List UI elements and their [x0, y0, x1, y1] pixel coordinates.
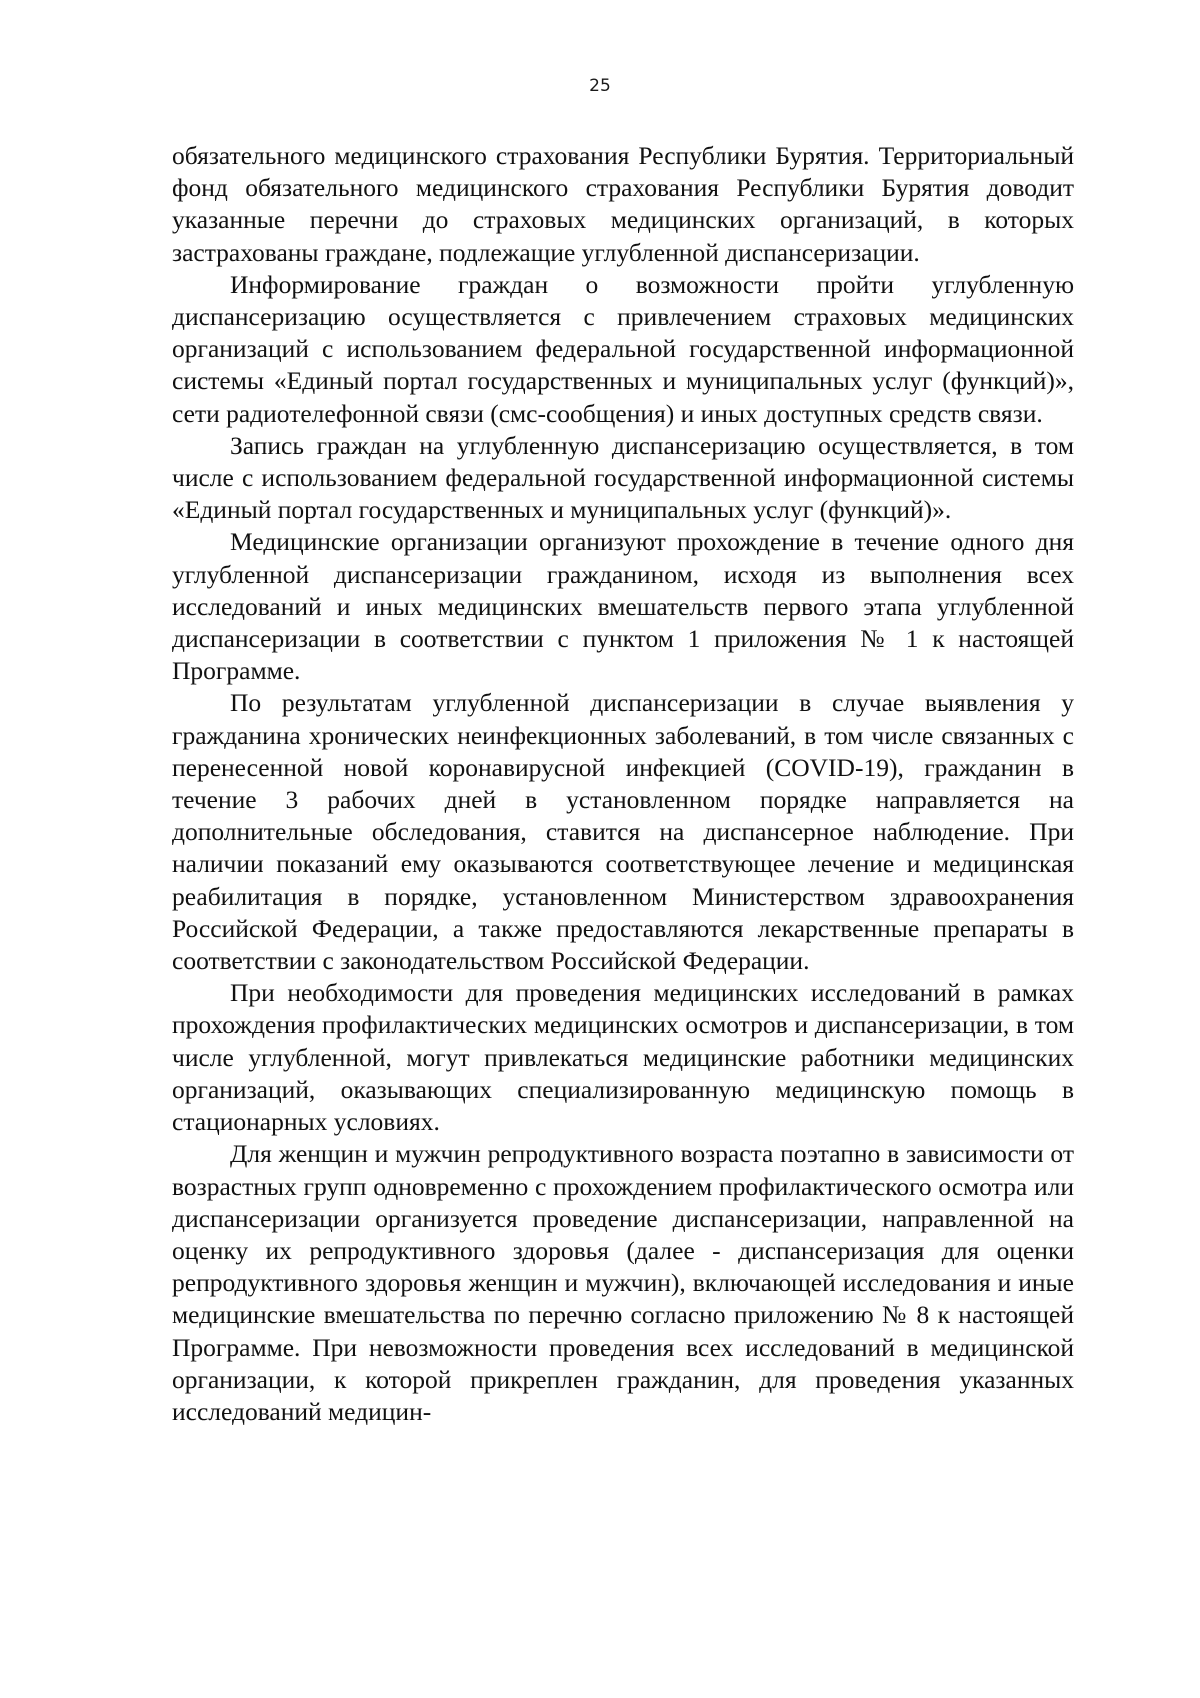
paragraph-one-day-examination: Медицинские организации организуют прохождение в течение одного дня углубленной диспансеризации гражданином, исходя из выполнения всех исследований и иных медицинских вмешательств первого этапа углубленной диспансеризации в соответствии с пунктом 1 приложения № 1 к настоящей Программе. [172, 527, 1074, 686]
document-body [172, 140, 1074, 1428]
page-number: 25 [589, 76, 611, 96]
paragraph-reproductive-health: Для женщин и мужчин репродуктивного возраста поэтапно в зависимости от возрастных групп одновременно с прохождением профилактического осмотра или диспансеризации организуется проведение диспансеризации, направленной на оценку их репродуктивного здоровья (далее - диспансеризация для оценки репродуктивного здоровья женщин и мужчин), включающей исследования и иные медицинские вмешательства по перечню согласно приложению № 8 к настоящей Программе. При невозможности проведения всех исследований в медицинской организации, к которой прикреплен гражданин, для проведения указанных исследований медицин- [172, 1139, 1074, 1426]
paragraph-continuation: обязательного медицинского страхования Республики Бурятия. Территориальный фонд обязательного медицинского страхования Республики Бурятия доводит указанные перечни до страховых медицинских организаций, в которых застрахованы граждане, подлежащие углубленной диспансеризации. [172, 141, 1074, 267]
paragraph-specialists: При необходимости для проведения медицинских исследований в рамках прохождения профилактических медицинских осмотров и диспансеризации, в том числе углубленной, могут привлекаться медицинские работники медицинских организаций, оказывающих специализированную медицинскую помощь в стационарных условиях. [172, 978, 1074, 1137]
paragraph-registration: Запись граждан на углубленную диспансеризацию осуществляется, в том числе с использованием федеральной государственной информационной системы «Единый портал государственных и муниципальных услуг (функций)». [172, 430, 1074, 525]
paragraph-informing: Информирование граждан о возможности пройти углубленную диспансеризацию осуществляется с привлечением страховых медицинских организаций с использованием федеральной государственной информационной системы «Единый портал государственных и муниципальных услуг (функций)», сети радиотелефонной связи (смс-сообщения) и иных доступных средств связи. [172, 269, 1074, 428]
paragraph-results: По результатам углубленной диспансеризации в случае выявления у гражданина хронических неинфекционных заболеваний, в том числе связанных с перенесенной новой коронавирусной инфекцией (COVID-19), гражданин в течение 3 рабочих дней в установленном порядке направляется на дополнительные обследования, ставится на диспансерное наблюдение. При наличии показаний ему оказываются соответствующее лечение и медицинская реабилитация в порядке, установленном Министерством здравоохранения Российской Федерации, а также предоставляются лекарственные препараты в соответствии с законодательством Российской Федерации. [172, 688, 1074, 976]
